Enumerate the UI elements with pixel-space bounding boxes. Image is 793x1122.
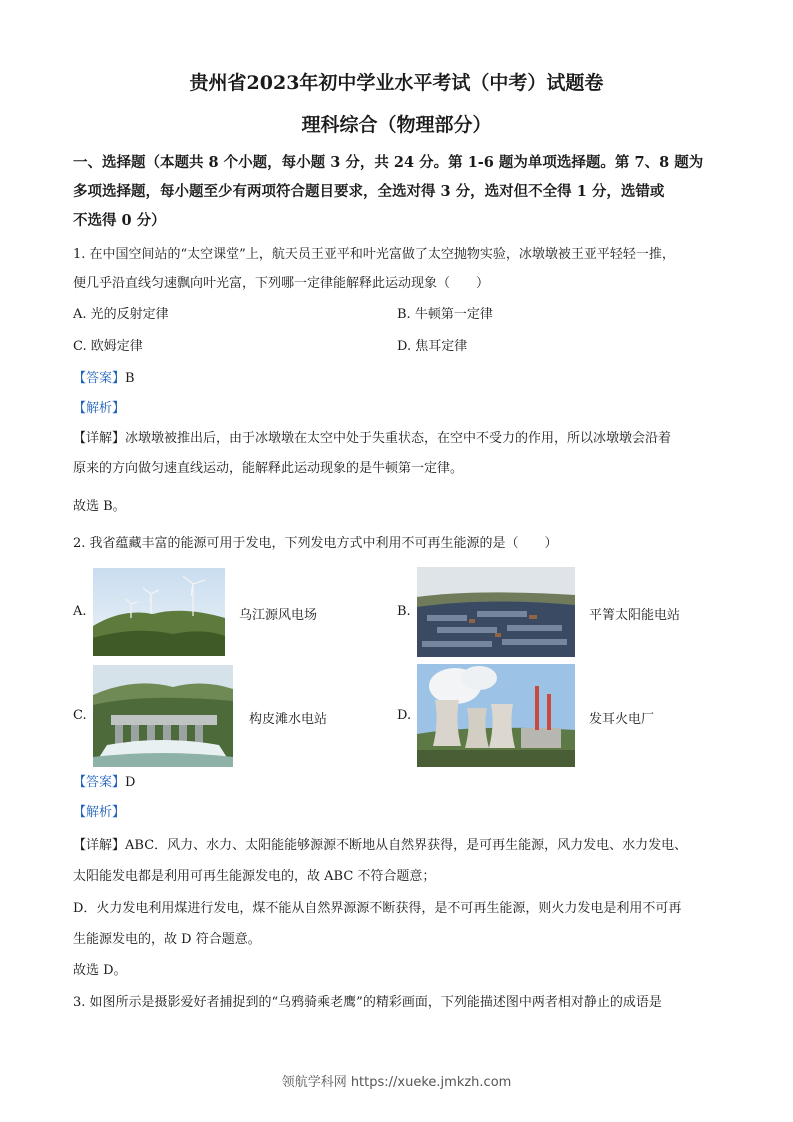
q2-option-d-caption: 发耳火电厂 (589, 712, 655, 727)
q2-answer (73, 768, 723, 798)
q1-detail-line: 原来的方向做匀速直线运动，能解释此运动现象的是牛顿第一定律。 (73, 461, 464, 476)
analysis-tag: 【解析】 (73, 805, 126, 820)
q1-conclusion: 故选 B。 (73, 499, 126, 514)
q1-detail-line (73, 424, 723, 454)
q3-stem: 3. 如图所示是摄影爱好者捕捉到的“乌鸦骑乘老鹰”的精彩画面，下列能描述图中两者相对静止的成语是 (73, 995, 662, 1010)
hydro-plant-image (93, 665, 233, 767)
q2-detail-line (73, 831, 723, 861)
page-footer: 领航学科网 https://xueke.jmkzh.com (281, 1075, 512, 1090)
q2-option-d-letter: D. (397, 708, 412, 723)
q1-stem-line: 1. 在中国空间站的“太空课堂”上，航天员王亚平和叶光富做了太空抛物实验，冰墩墩被王亚平轻轻一推， (73, 247, 675, 262)
q2-option-a-letter: A. (73, 604, 87, 619)
detail-tag: 【详解】 (73, 431, 126, 446)
detail-text: ABC．风力、水力、太阳能能够源源不断地从自然界获得，是可再生能源，风力发电、水力发电、 (125, 838, 688, 853)
detail-text: 冰墩墩被推出后，由于冰墩墩在太空中处于失重状态，在空中不受力的作用，所以冰墩墩会沿着 (125, 431, 672, 446)
answer-value: B (125, 371, 135, 386)
section-heading-line: 多项选择题，每小题至少有两项符合题目要求，全选对得 3 分，选对但不全得 1 分，选错或 (73, 183, 665, 200)
q1-option-b: B. 牛顿第一定律 (397, 307, 493, 322)
section-heading-line: 一、选择题（本题共 8 个小题，每小题 3 分，共 24 分。第 1-6 题为单项选择题。第 7、8 题为 (73, 154, 704, 171)
answer-value: D (125, 775, 136, 790)
q1-stem-line: 便几乎沿直线匀速飘向叶光富，下列哪一定律能解释此运动现象（ ） (73, 276, 490, 291)
q2-stem: 2. 我省蕴藏丰富的能源可用于发电，下列发电方式中利用不可再生能源的是（ ） (73, 536, 558, 551)
answer-tag: 【答案】 (73, 775, 126, 790)
page-title: 贵州省2023年初中学业水平考试（中考）试题卷 (189, 72, 604, 94)
q1-option-c: C. 欧姆定律 (73, 339, 143, 354)
q1-answer (73, 364, 723, 394)
solar-plant-image (417, 567, 575, 657)
q2-detail-line: 生能源发电的，故 D 符合题意。 (73, 932, 261, 947)
q1-option-a: A. 光的反射定律 (73, 307, 169, 322)
q2-option-c-caption: 构皮滩水电站 (249, 712, 328, 727)
section-heading-line: 不选得 0 分） (73, 212, 166, 229)
section-heading (73, 148, 723, 235)
q1-analysis-tag (73, 394, 723, 424)
q2-conclusion: 故选 D。 (73, 963, 127, 978)
q2-option-a-caption: 乌江源风电场 (239, 608, 318, 623)
q2-option-b-letter: B. (397, 604, 411, 619)
detail-tag: 【详解】 (73, 838, 126, 853)
analysis-tag: 【解析】 (73, 401, 126, 416)
q2-analysis-tag (73, 798, 723, 828)
q2-option-b-caption: 平箐太阳能电站 (589, 608, 681, 623)
q2-detail-line: D．火力发电利用煤进行发电，煤不能从自然界源源不断获得，是不可再生能源，则火力发电是利用不可再 (73, 901, 682, 916)
wind-farm-image (93, 568, 225, 656)
q1-option-d: D. 焦耳定律 (397, 339, 468, 354)
thermal-plant-image (417, 664, 575, 767)
q2-option-c-letter: C. (73, 708, 87, 723)
page-subtitle: 理科综合（物理部分） (301, 114, 492, 136)
q2-detail-line: 太阳能发电都是利用可再生能源发电的，故 ABC 不符合题意； (73, 869, 436, 884)
answer-tag: 【答案】 (73, 371, 126, 386)
